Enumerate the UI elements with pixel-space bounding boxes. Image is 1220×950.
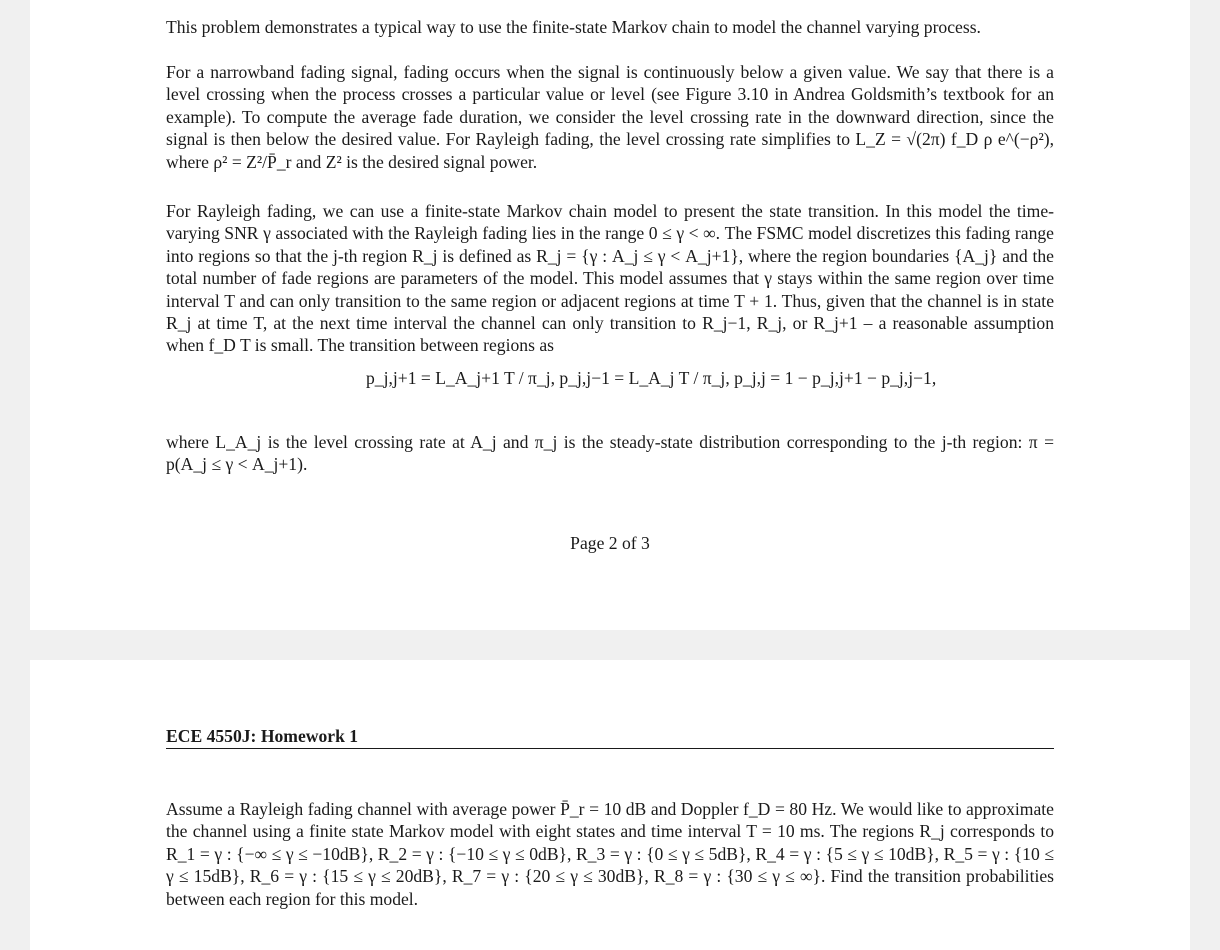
- page-header: ECE 4550J: Homework 1: [166, 726, 1054, 749]
- fsmc-paragraph: For Rayleigh fading, we can use a finite-state Markov chain model to present the state transition. In this model the time-varying SNR γ associated with the Rayleigh fading lies in the range 0 ≤ γ < ∞. The FSMC model discretizes this fading range into regions so that the j-th region R_j is defined as R_j = {γ : A_j ≤ γ < A_j+1}, where the region boundaries {A_j} and the total number of fade regions are parameters of the model. This model assumes that γ stays within the same region over time interval T and can only transition to the same region or adjacent regions at time T + 1. Thus, given that the channel is in state R_j at time T, at the next time interval the channel can only transition to R_j−1, R_j, or R_j+1 – a reasonable assumption when f_D T is small. The transition between regions as: [166, 201, 1054, 356]
- page-footer: Page 2 of 3: [570, 533, 650, 553]
- intro-paragraph: This problem demonstrates a typical way to use the finite-state Markov chain to model the channel varying process.: [166, 17, 981, 37]
- page-2: [30, 0, 1190, 630]
- page-3: [30, 660, 1190, 950]
- problem-paragraph: Assume a Rayleigh fading channel with average power P̄_r = 10 dB and Doppler f_D = 80 Hz. We would like to approximate the channel using a finite state Markov model with eight states and time interval T = 10 ms. The regions R_j corresponds to R_1 = γ : {−∞ ≤ γ ≤ −10dB}, R_2 = γ : {−10 ≤ γ ≤ 0dB}, R_3 = γ : {0 ≤ γ ≤ 5dB}, R_4 = γ : {5 ≤ γ ≤ 10dB}, R_5 = γ : {10 ≤ γ ≤ 15dB}, R_6 = γ : {15 ≤ γ ≤ 20dB}, R_7 = γ : {20 ≤ γ ≤ 30dB}, R_8 = γ : {30 ≤ γ ≤ ∞}. Find the transition probabilities between each region for this model.: [166, 799, 1054, 909]
- definition-paragraph: where L_A_j is the level crossing rate at A_j and π_j is the steady-state distribution corresponding to the j-th region: π = p(A_j ≤ γ < A_j+1).: [166, 432, 1054, 475]
- level-crossing-paragraph: For a narrowband fading signal, fading occurs when the signal is continuously below a given value. We say that there is a level crossing when the process crosses a particular value or level (see Figure 3.10 in Andrea Goldsmith’s textbook for an example). To compute the average fade duration, we consider the level crossing rate in the downward direction, since the signal is then below the desired value. For Rayleigh fading, the level crossing rate simplifies to L_Z = √(2π) f_D ρ e^(−ρ²), where ρ² = Z²/P̄_r and Z² is the desired signal power.: [166, 62, 1054, 172]
- transition-equation: p_j,j+1 = L_A_j+1 T / π_j, p_j,j−1 = L_A_j T / π_j, p_j,j = 1 − p_j,j+1 − p_j,j−1,: [366, 368, 937, 388]
